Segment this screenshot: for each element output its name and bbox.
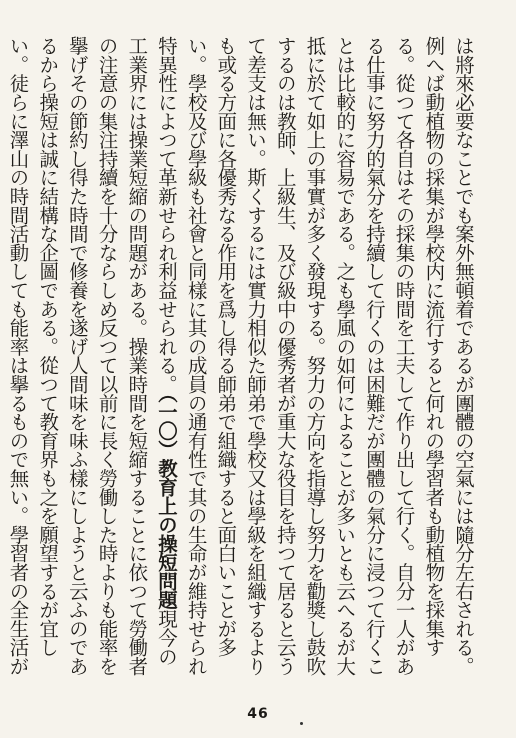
page-number: 46 <box>247 706 269 722</box>
print-speck <box>300 722 303 725</box>
paragraph-collective-atmosphere: は將來必要なことでも案外無頓着であるが團體の空氣には隨分左右される。例へば動植物の採集が學校内に流行すると何れの學習者も動植物を採集する。從つて各自はその採集の時間を工夫して作り出して行く。自分一人がある仕事に努力的氣分を持續して行くのは困難だが團體の氣分に浸つて行くことは比較的に容易である。之も學風の如何によることが多いとも云へるが大抵に於て如上の事實が多く發現する。努力の方向を指導し努力を勸獎し鼓吹するのは教師、上級生、及び級中の優秀者が重大な役目を持つて居ると云うて差支は無い。斯くするには實力相似た師弟で學校又は學級を組織するよりも或る方面に各優秀なる作用を爲し得る師弟で組織すると面白いことが多い。學校及び學級も社會と同樣に其の成員の通有性で其の生命が維持せられ特異性によつて革新せられ利益せられる。 <box>154 36 475 676</box>
vertical-text-body <box>6 36 478 676</box>
section-heading-reduced-hours: （一〇）教育上の操短問題 <box>154 393 178 610</box>
paragraph-reduced-hours: 現今の工業界には操業短縮の問題がある。操業時間を短縮することに依つて勞働者の注意の集注持續を十分ならしめ反つて以前に長く勞働した時よりも能率を擧げその節約し得た時間で修養を遂げ人間味を味ふ樣にしようと云ふのであるから操短は誠に結構な企圖である。從つて教育界も之を願望するが宜しい。徒らに澤山の時間活動しても能率は擧るもので無い。學習者の全生活が <box>6 36 178 676</box>
